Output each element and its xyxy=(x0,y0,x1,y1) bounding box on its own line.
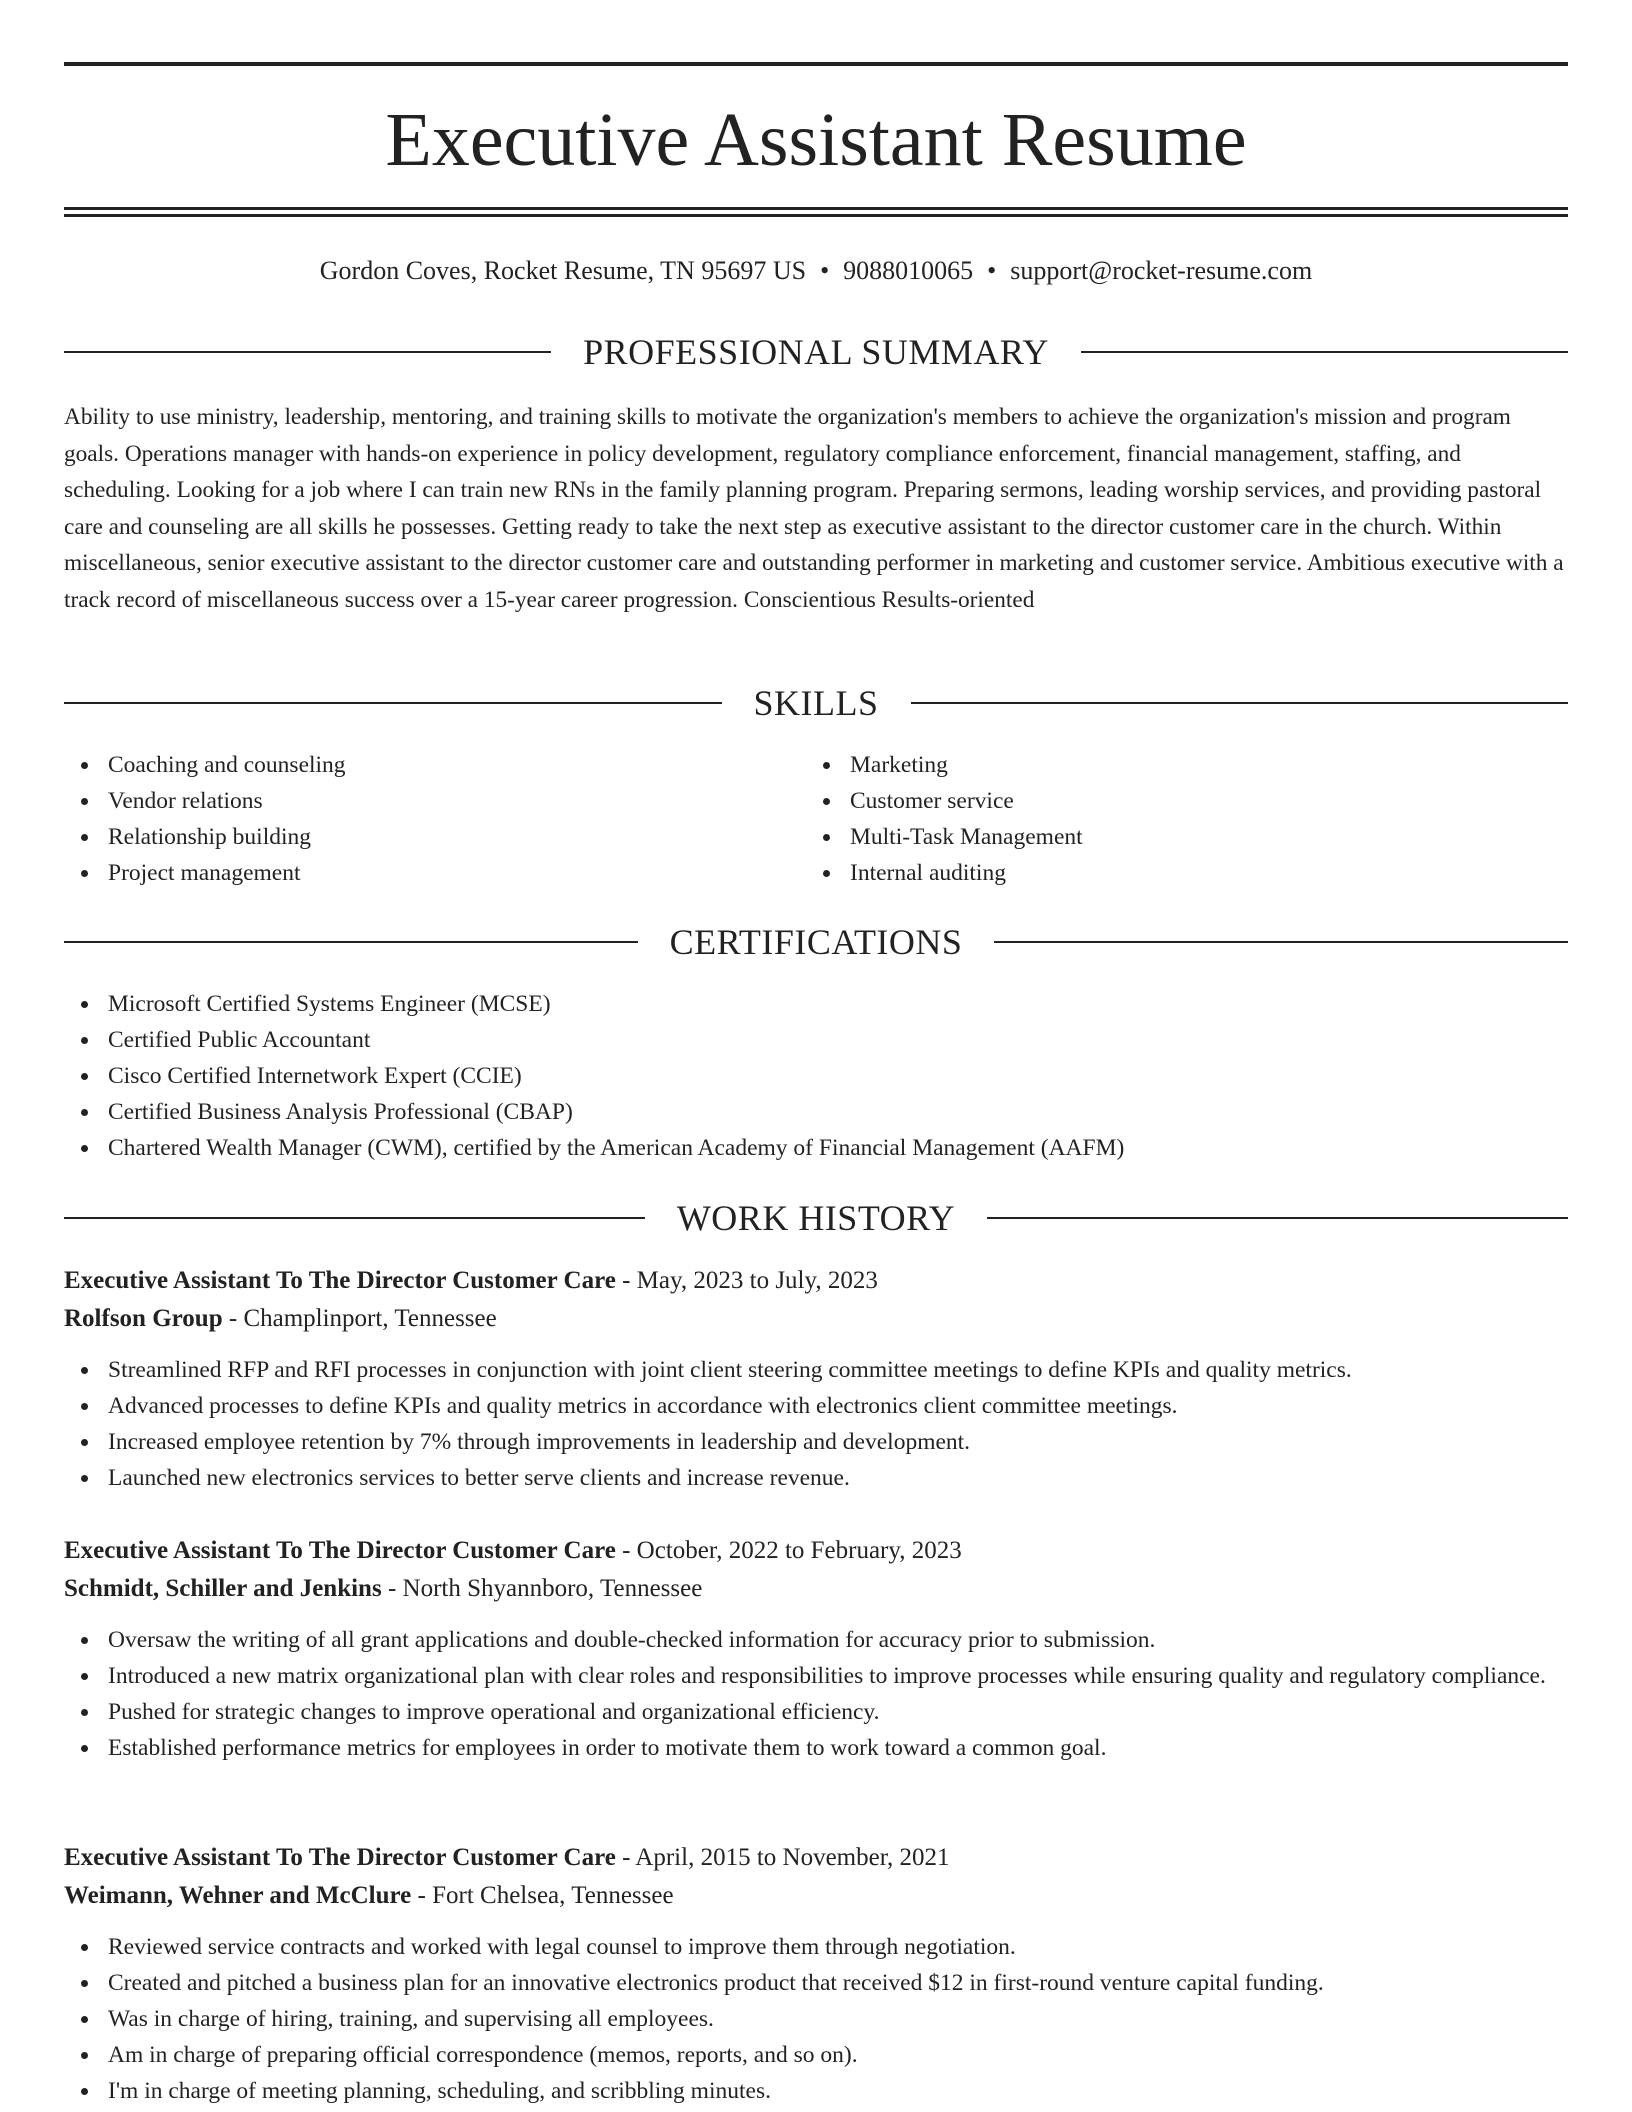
skills-list-right xyxy=(806,747,1546,891)
heading-rule xyxy=(994,941,1568,943)
certifications-list xyxy=(64,986,1568,1166)
job-company: Weimann, Wehner and McClure xyxy=(64,1882,412,1909)
heading-rule xyxy=(64,1217,645,1219)
contact-phone: 9088010065 xyxy=(843,256,974,285)
job-bullet: Created and pitched a business plan for an innovative electronics product that received $12 in first-round venture capital funding. xyxy=(64,1965,1568,2001)
heading-rule xyxy=(64,702,722,704)
job-dash: - xyxy=(417,1882,426,1909)
skill-item: Multi-Task Management xyxy=(806,819,1546,855)
job-bullet: I'm in charge of meeting planning, scheduling, and scribbling minutes. xyxy=(64,2073,1568,2109)
job-location: Fort Chelsea, Tennessee xyxy=(432,1882,674,1909)
contact-email[interactable]: support@rocket-resume.com xyxy=(1010,256,1313,285)
job-bullet: Am in charge of preparing official correspondence (memos, reports, and so on). xyxy=(64,2037,1568,2073)
job-location: Champlinport, Tennessee xyxy=(243,1305,497,1332)
section-title: CERTIFICATIONS xyxy=(669,922,963,962)
job-bullet: Was in charge of hiring, training, and supervising all employees. xyxy=(64,2001,1568,2037)
job-company-line xyxy=(64,1877,1568,1915)
certification-item: Certified Public Accountant xyxy=(64,1022,1568,1058)
job-dash: - xyxy=(228,1305,238,1332)
section-title: PROFESSIONAL SUMMARY xyxy=(583,332,1049,372)
job-title: Executive Assistant To The Director Customer Care xyxy=(64,1537,616,1564)
job-bullets xyxy=(64,1352,1568,1496)
skills-list-left xyxy=(64,747,804,891)
job-bullet: Oversaw the writing of all grant applications and double-checked information for accuracy prior to submission. xyxy=(64,1622,1568,1658)
section-title: SKILLS xyxy=(753,683,879,723)
section-title: WORK HISTORY xyxy=(676,1198,956,1238)
job-title: Executive Assistant To The Director Customer Care xyxy=(64,1267,616,1294)
skill-item: Customer service xyxy=(806,783,1546,819)
contact-separator: • xyxy=(820,256,830,285)
job-dash: - xyxy=(622,1267,631,1294)
section-heading-skills xyxy=(64,681,1568,725)
job-dash: - xyxy=(622,1537,631,1564)
job-bullets xyxy=(64,1929,1568,2109)
job-company: Rolfson Group xyxy=(64,1305,223,1332)
skill-item: Coaching and counseling xyxy=(64,747,804,783)
job-entry xyxy=(64,1839,1568,2109)
job-bullet: Launched new electronics services to better serve clients and increase revenue. xyxy=(64,1460,1568,1496)
contact-address: Gordon Coves, Rocket Resume, TN 95697 US xyxy=(319,256,807,285)
job-bullet: Increased employee retention by 7% through improvements in leadership and development. xyxy=(64,1424,1568,1460)
job-company-line xyxy=(64,1300,1568,1338)
job-location: North Shyannboro, Tennessee xyxy=(402,1575,703,1602)
job-dates: April, 2015 to November, 2021 xyxy=(635,1844,950,1871)
job-bullet: Pushed for strategic changes to improve operational and organizational efficiency. xyxy=(64,1694,1568,1730)
job-bullets xyxy=(64,1622,1568,1766)
job-title-line xyxy=(64,1532,1568,1570)
contact-line xyxy=(64,254,1568,288)
heading-rule xyxy=(1081,351,1568,353)
job-bullet: Streamlined RFP and RFI processes in conjunction with joint client steering committee meetings to define KPIs and quality metrics. xyxy=(64,1352,1568,1388)
section-heading-work-history xyxy=(64,1196,1568,1240)
skill-item: Marketing xyxy=(806,747,1546,783)
certification-item: Certified Business Analysis Professional (CBAP) xyxy=(64,1094,1568,1130)
contact-separator: • xyxy=(987,256,997,285)
skill-item: Vendor relations xyxy=(64,783,804,819)
certification-item: Cisco Certified Internetwork Expert (CCIE) xyxy=(64,1058,1568,1094)
section-heading-certifications xyxy=(64,920,1568,964)
job-entry xyxy=(64,1532,1568,1766)
job-dates: May, 2023 to July, 2023 xyxy=(636,1267,878,1294)
skill-item: Internal auditing xyxy=(806,855,1546,891)
certification-item: Microsoft Certified Systems Engineer (MCSE) xyxy=(64,986,1568,1022)
job-bullet: Advanced processes to define KPIs and quality metrics in accordance with electronics client committee meetings. xyxy=(64,1388,1568,1424)
title-double-rule xyxy=(64,207,1568,217)
job-company: Schmidt, Schiller and Jenkins xyxy=(64,1575,382,1602)
heading-rule xyxy=(911,702,1569,704)
job-bullet: Reviewed service contracts and worked with legal counsel to improve them through negotiation. xyxy=(64,1929,1568,1965)
summary-text: Ability to use ministry, leadership, mentoring, and training skills to motivate the organization's members to achieve the organization's mission and program goals. Operations manager with hands-on experience in policy development, regulatory compliance enforcement, financial management, staffing, and scheduling. Looking for a job where I can train new RNs in the family planning program. Preparing sermons, leading worship services, and providing pastoral care and counseling are all skills he possesses. Getting ready to take the next step as executive assistant to the director customer care in the church. Within miscellaneous, senior executive assistant to the director customer care and outstanding performer in marketing and customer service. Ambitious executive with a track record of miscellaneous success over a 15-year career progression. Conscientious Results-oriented xyxy=(64,404,1564,613)
heading-rule xyxy=(64,351,551,353)
job-title: Executive Assistant To The Director Customer Care xyxy=(64,1844,616,1871)
skill-item: Relationship building xyxy=(64,819,804,855)
job-title-line xyxy=(64,1839,1568,1877)
top-rule xyxy=(64,62,1568,66)
skill-item: Project management xyxy=(64,855,804,891)
job-dash: - xyxy=(387,1575,397,1602)
heading-rule xyxy=(987,1217,1568,1219)
resume-title: Executive Assistant Resume xyxy=(385,98,1247,182)
job-entry xyxy=(64,1262,1568,1496)
job-title-line xyxy=(64,1262,1568,1300)
job-dates: October, 2022 to February, 2023 xyxy=(636,1537,962,1564)
heading-rule xyxy=(64,941,638,943)
section-heading-summary xyxy=(64,330,1568,374)
job-dash: - xyxy=(622,1844,631,1871)
job-bullet: Established performance metrics for employees in order to motivate them to work toward a common goal. xyxy=(64,1730,1568,1766)
certification-item: Chartered Wealth Manager (CWM), certified by the American Academy of Financial Management (AAFM) xyxy=(64,1130,1568,1166)
job-bullet: Introduced a new matrix organizational plan with clear roles and responsibilities to improve processes while ensuring quality and regulatory compliance. xyxy=(64,1658,1568,1694)
job-company-line xyxy=(64,1570,1568,1608)
